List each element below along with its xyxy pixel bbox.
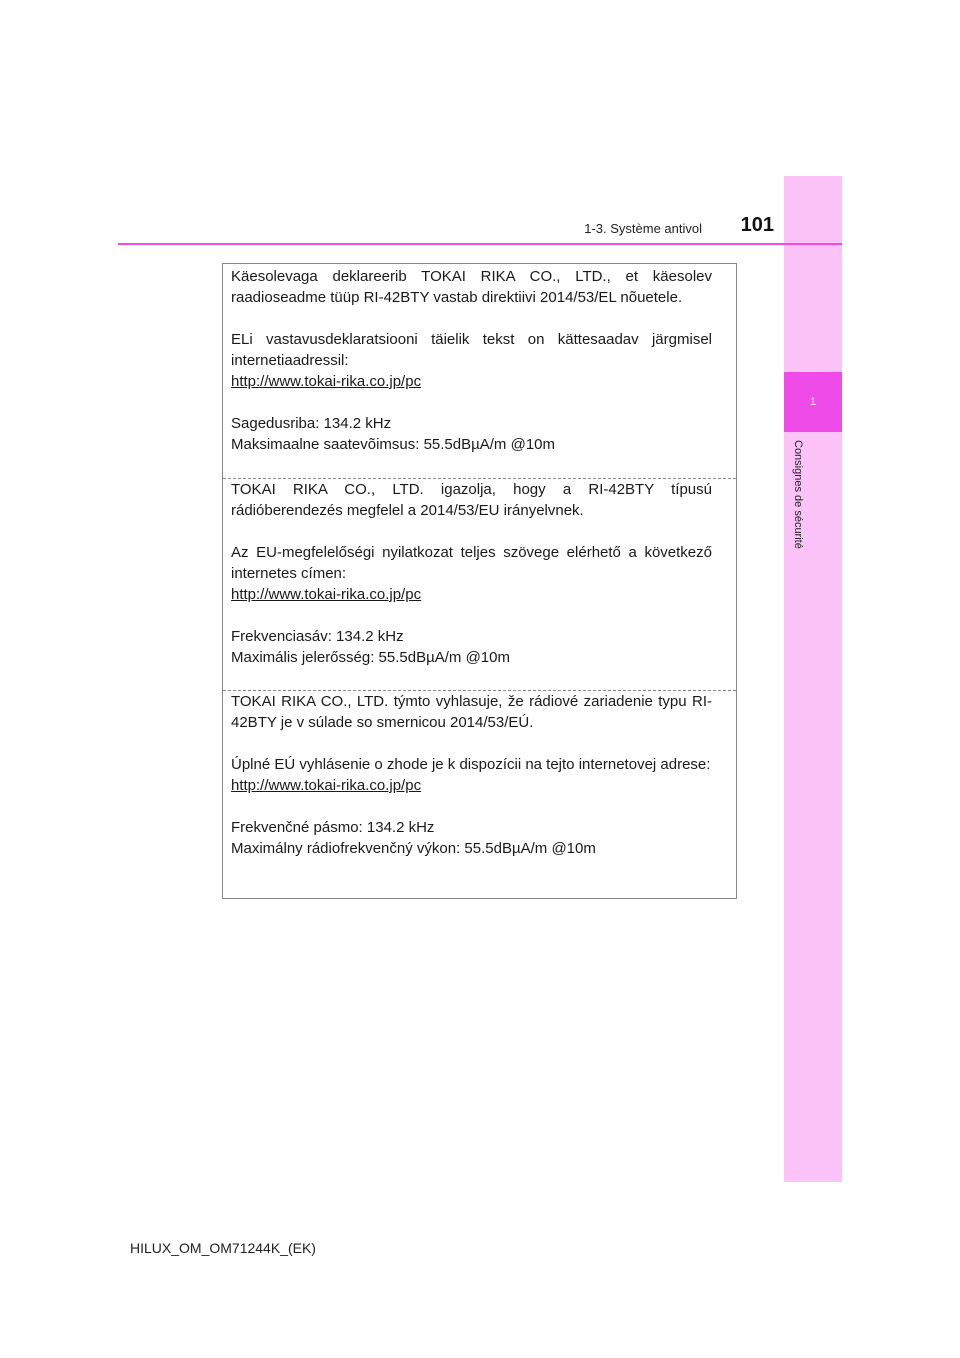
declaration-estonian <box>223 266 736 455</box>
max-power: Maksimaalne saatevõimsus: 55.5dBµA/m @10m <box>231 436 556 453</box>
declaration-url-link[interactable]: http://www.tokai-rika.co.jp/pc <box>231 373 422 390</box>
declaration-box <box>222 263 737 899</box>
declaration-hungarian <box>223 478 736 668</box>
declaration-statement: Käesolevaga deklareerib TOKAI RIKA CO., LTD., et käesolev raadioseadme tüüp RI-42BTY vastab direktiivi 2014/53/EL nõuetele. <box>231 268 712 306</box>
max-power: Maximálny rádiofrekvenčný výkon: 55.5dBµA/m @10m <box>231 840 596 857</box>
frequency-band: Sagedusriba: 134.2 kHz <box>231 415 392 432</box>
frequency-band: Frekvenciasáv: 134.2 kHz <box>231 628 404 645</box>
declaration-statement: TOKAI RIKA CO., LTD. igazolja, hogy a RI-42BTY típusú rádióberendezés megfelel a 2014/53/EU irányelvnek. <box>231 481 712 519</box>
chapter-number-tab[interactable]: 1 <box>784 372 842 432</box>
chapter-side-tab <box>784 176 842 1182</box>
page-number: 101 <box>740 214 774 236</box>
declaration-availability: Úplné EÚ vyhlásenie o zhode je k dispozícii na tejto internetovej adrese: <box>231 756 711 773</box>
section-title: 1-3. Système antivol <box>584 221 702 236</box>
declaration-slovak <box>223 690 736 859</box>
header-divider <box>118 243 842 245</box>
declaration-availability: Az EU-megfelelőségi nyilatkozat teljes szövege elérhető a következő internetes címen: <box>231 544 712 582</box>
declaration-url-link[interactable]: http://www.tokai-rika.co.jp/pc <box>231 777 422 794</box>
chapter-label: Consignes de sécurité <box>792 440 804 549</box>
declaration-url-link[interactable]: http://www.tokai-rika.co.jp/pc <box>231 586 422 603</box>
max-power: Maximális jelerősség: 55.5dBµA/m @10m <box>231 649 510 666</box>
frequency-band: Frekvenčné pásmo: 134.2 kHz <box>231 819 435 836</box>
declaration-statement: TOKAI RIKA CO., LTD. týmto vyhlasuje, že rádiové zariadenie typu RI-42BTY je v súlade so smernicou 2014/53/EÚ. <box>231 693 712 731</box>
document-id: HILUX_OM_OM71244K_(EK) <box>130 1240 316 1256</box>
declaration-availability: ELi vastavusdeklaratsiooni täielik tekst on kättesaadav järgmisel internetiaadressil: <box>231 331 712 369</box>
